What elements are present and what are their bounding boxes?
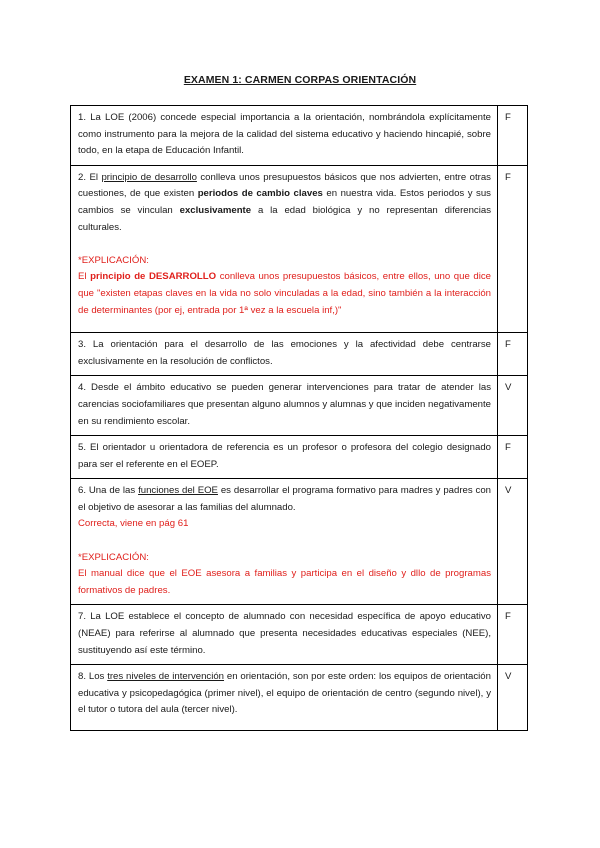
explanation-text: El manual dice que el EOE asesora a familias y participa en el diseño y dllo de programas formativos de padres. <box>78 568 491 596</box>
answer-7: F <box>498 605 528 665</box>
question-1 <box>71 106 498 166</box>
question-text: a la edad biológica y no representan diferencias culturales. <box>78 204 491 233</box>
question-text: 5. El orientador u orientadora de referencia es un profesor o profesora del colegio designado para ser el referente en el EOEP. <box>78 442 491 470</box>
question-text: en nuestra vida. Estos periodos y sus cambios se vinculan <box>78 188 491 216</box>
answer-8: V <box>498 665 528 731</box>
question-8 <box>71 665 498 731</box>
table-row <box>71 605 528 665</box>
answer-4: V <box>498 376 528 436</box>
question-text: es desarrollar el programa formativo para madres y padres con el objetivo de asesorar a las familias del alumnado. <box>78 485 491 513</box>
exam-table <box>70 105 528 731</box>
question-text: conlleva unos presupuestos básicos que nos advierten, entre otras cuestiones, de que existen <box>78 171 491 200</box>
explanation-label: *EXPLICACIÓN: <box>78 551 149 563</box>
question-6 <box>71 479 498 605</box>
question-text: 6. Una de las <box>78 485 139 497</box>
answer-3: F <box>498 333 528 376</box>
table-row <box>71 479 528 605</box>
question-7 <box>71 605 498 665</box>
answer-2: F <box>498 165 528 332</box>
underlined-term: principio de desarrollo <box>101 171 197 183</box>
correction-note: Correcta, viene en pág 61 <box>78 518 189 530</box>
question-3 <box>71 333 498 376</box>
question-text: 4. Desde el ámbito educativo se pueden generar intervenciones para tratar de atender las carencias sociofamiliares que presentan alguno alumnos y alumnas y que inciden negativamente en su rendimiento escolar. <box>78 382 491 427</box>
question-2 <box>71 165 498 332</box>
bold-term: exclusivamente <box>179 204 252 216</box>
question-text: 2. El <box>78 171 102 183</box>
question-text: 7. La LOE establece el concepto de alumnado con necesidad específica de apoyo educativo (NEAE) para referirse al alumnado que presenta necesidades educativas especiales (NEE), sustituyendo así este término. <box>78 611 491 656</box>
page-title: EXAMEN 1: CARMEN CORPAS ORIENTACIÓN <box>183 74 417 86</box>
table-row <box>71 376 528 436</box>
bold-term: periodos de cambio claves <box>197 188 323 200</box>
explanation-label: *EXPLICACIÓN: <box>78 254 149 266</box>
question-5 <box>71 436 498 479</box>
question-text: 8. Los <box>78 671 108 683</box>
question-text: 1. La LOE (2006) concede especial importancia a la orientación, nombrándola explícitamente como instrumento para la mejora de la calidad del sistema educativo y haciendo hincapié, sobre todo, en la etapa de Educación Infantil. <box>78 112 491 157</box>
question-text: en orientación, son por este orden: los equipos de orientación educativa y psicopedagógica (primer nivel), el equipo de orientación de centro (segundo nivel), y el tutor o tutora del aula (tercer nivel). <box>78 671 491 716</box>
question-text: 3. La orientación para el desarrollo de las emociones y la afectividad debe centrarse exclusivamente en la resolución de conflictos. <box>78 339 491 367</box>
underlined-term: tres niveles de intervención <box>107 671 225 683</box>
table-row <box>71 165 528 332</box>
underlined-term: funciones del EOE <box>138 485 218 497</box>
answer-1: F <box>498 106 528 166</box>
table-row <box>71 333 528 376</box>
question-4 <box>71 376 498 436</box>
answer-5: F <box>498 436 528 479</box>
table-row <box>71 436 528 479</box>
table-row <box>71 106 528 166</box>
bold-term: principio de DESARROLLO <box>90 271 217 283</box>
explanation-text: El principio de DESARROLLO conlleva unos presupuestos básicos, entre ellos, uno que dice que "existen etapas claves en la vida no solo vinculadas a la edad, sino también a la interacción de determinantes (por ej, entrada por 1ª vez a la escuela inf,)" <box>78 271 491 316</box>
table-row <box>71 665 528 731</box>
answer-6: V <box>498 479 528 605</box>
